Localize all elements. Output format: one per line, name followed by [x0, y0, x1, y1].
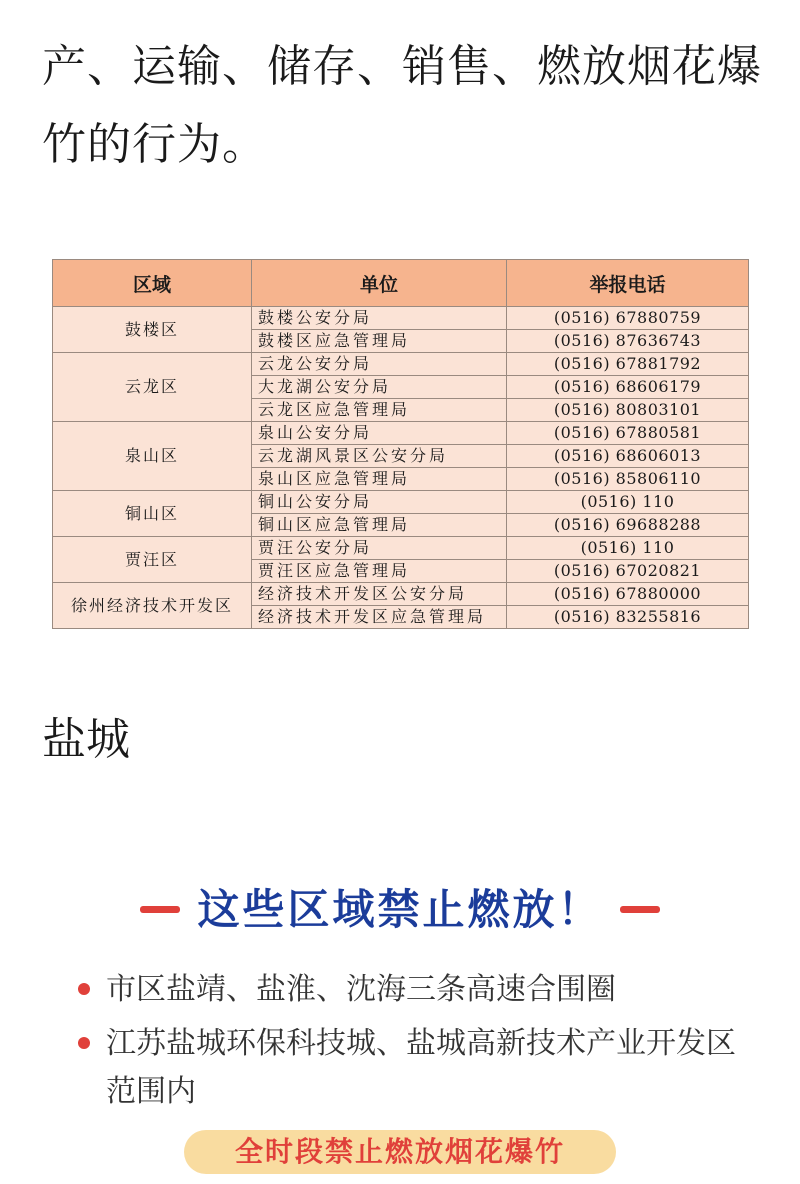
district-cell: 云龙区	[53, 353, 252, 422]
phone-cell: (0516) 67880759	[507, 307, 749, 330]
unit-cell: 鼓楼公安分局	[252, 307, 507, 330]
phone-cell: (0516) 80803101	[507, 399, 749, 422]
unit-cell: 铜山公安分局	[252, 491, 507, 514]
phone-cell: (0516) 67020821	[507, 560, 749, 583]
bullet-text: 市区盐靖、盐淮、沈海三条高速合围圈	[106, 972, 616, 1007]
unit-cell: 泉山区应急管理局	[252, 468, 507, 491]
unit-cell: 贾汪公安分局	[252, 537, 507, 560]
table-row	[53, 307, 749, 330]
district-cell: 铜山区	[53, 491, 252, 537]
hotline-table	[52, 259, 749, 629]
hotline-table-container	[52, 259, 748, 629]
yancheng-banner	[0, 860, 800, 1184]
unit-cell: 云龙区应急管理局	[252, 399, 507, 422]
list-item	[78, 966, 738, 1014]
table-header-row	[53, 260, 749, 307]
unit-cell: 铜山区应急管理局	[252, 514, 507, 537]
header-phone: 举报电话	[507, 260, 749, 307]
phone-cell: (0516) 83255816	[507, 606, 749, 629]
table-row	[53, 583, 749, 606]
unit-cell: 经济技术开发区公安分局	[252, 583, 507, 606]
phone-cell: (0516) 67880000	[507, 583, 749, 606]
list-item	[78, 1020, 738, 1116]
table-body	[53, 307, 749, 629]
intro-paragraph: 产、运输、储存、销售、燃放烟花爆竹的行为。	[42, 41, 762, 170]
banner-heading: 这些区域禁止燃放！	[197, 885, 603, 934]
section-title: 盐城	[42, 714, 130, 765]
phone-cell: (0516) 68606179	[507, 376, 749, 399]
unit-cell: 云龙湖风景区公安分局	[252, 445, 507, 468]
district-cell: 鼓楼区	[53, 307, 252, 353]
district-cell: 贾汪区	[53, 537, 252, 583]
banner-bullet-list	[78, 966, 738, 1122]
unit-cell: 云龙公安分局	[252, 353, 507, 376]
district-cell: 泉山区	[53, 422, 252, 491]
header-district: 区域	[53, 260, 252, 307]
unit-cell: 泉山公安分局	[252, 422, 507, 445]
table-row	[53, 491, 749, 514]
phone-cell: (0516) 67880581	[507, 422, 749, 445]
table-row	[53, 422, 749, 445]
table-row	[53, 353, 749, 376]
phone-cell: (0516) 69688288	[507, 514, 749, 537]
bullet-dot-icon	[78, 1037, 90, 1049]
phone-cell: (0516) 67881792	[507, 353, 749, 376]
bullet-text: 江苏盐城环保科技城、盐城高新技术产业开发区范围内	[106, 1026, 736, 1109]
bullet-dot-icon	[78, 983, 90, 995]
header-unit: 单位	[252, 260, 507, 307]
unit-cell: 贾汪区应急管理局	[252, 560, 507, 583]
phone-cell: (0516) 85806110	[507, 468, 749, 491]
unit-cell: 鼓楼区应急管理局	[252, 330, 507, 353]
ban-all-time-badge: 全时段禁止燃放烟花爆竹	[184, 1130, 616, 1174]
phone-cell: (0516) 68606013	[507, 445, 749, 468]
phone-cell: (0516) 110	[507, 537, 749, 560]
unit-cell: 经济技术开发区应急管理局	[252, 606, 507, 629]
district-cell: 徐州经济技术开发区	[53, 583, 252, 629]
table-row	[53, 537, 749, 560]
phone-cell: (0516) 87636743	[507, 330, 749, 353]
unit-cell: 大龙湖公安分局	[252, 376, 507, 399]
dash-decoration-right	[620, 906, 660, 913]
phone-cell: (0516) 110	[507, 491, 749, 514]
